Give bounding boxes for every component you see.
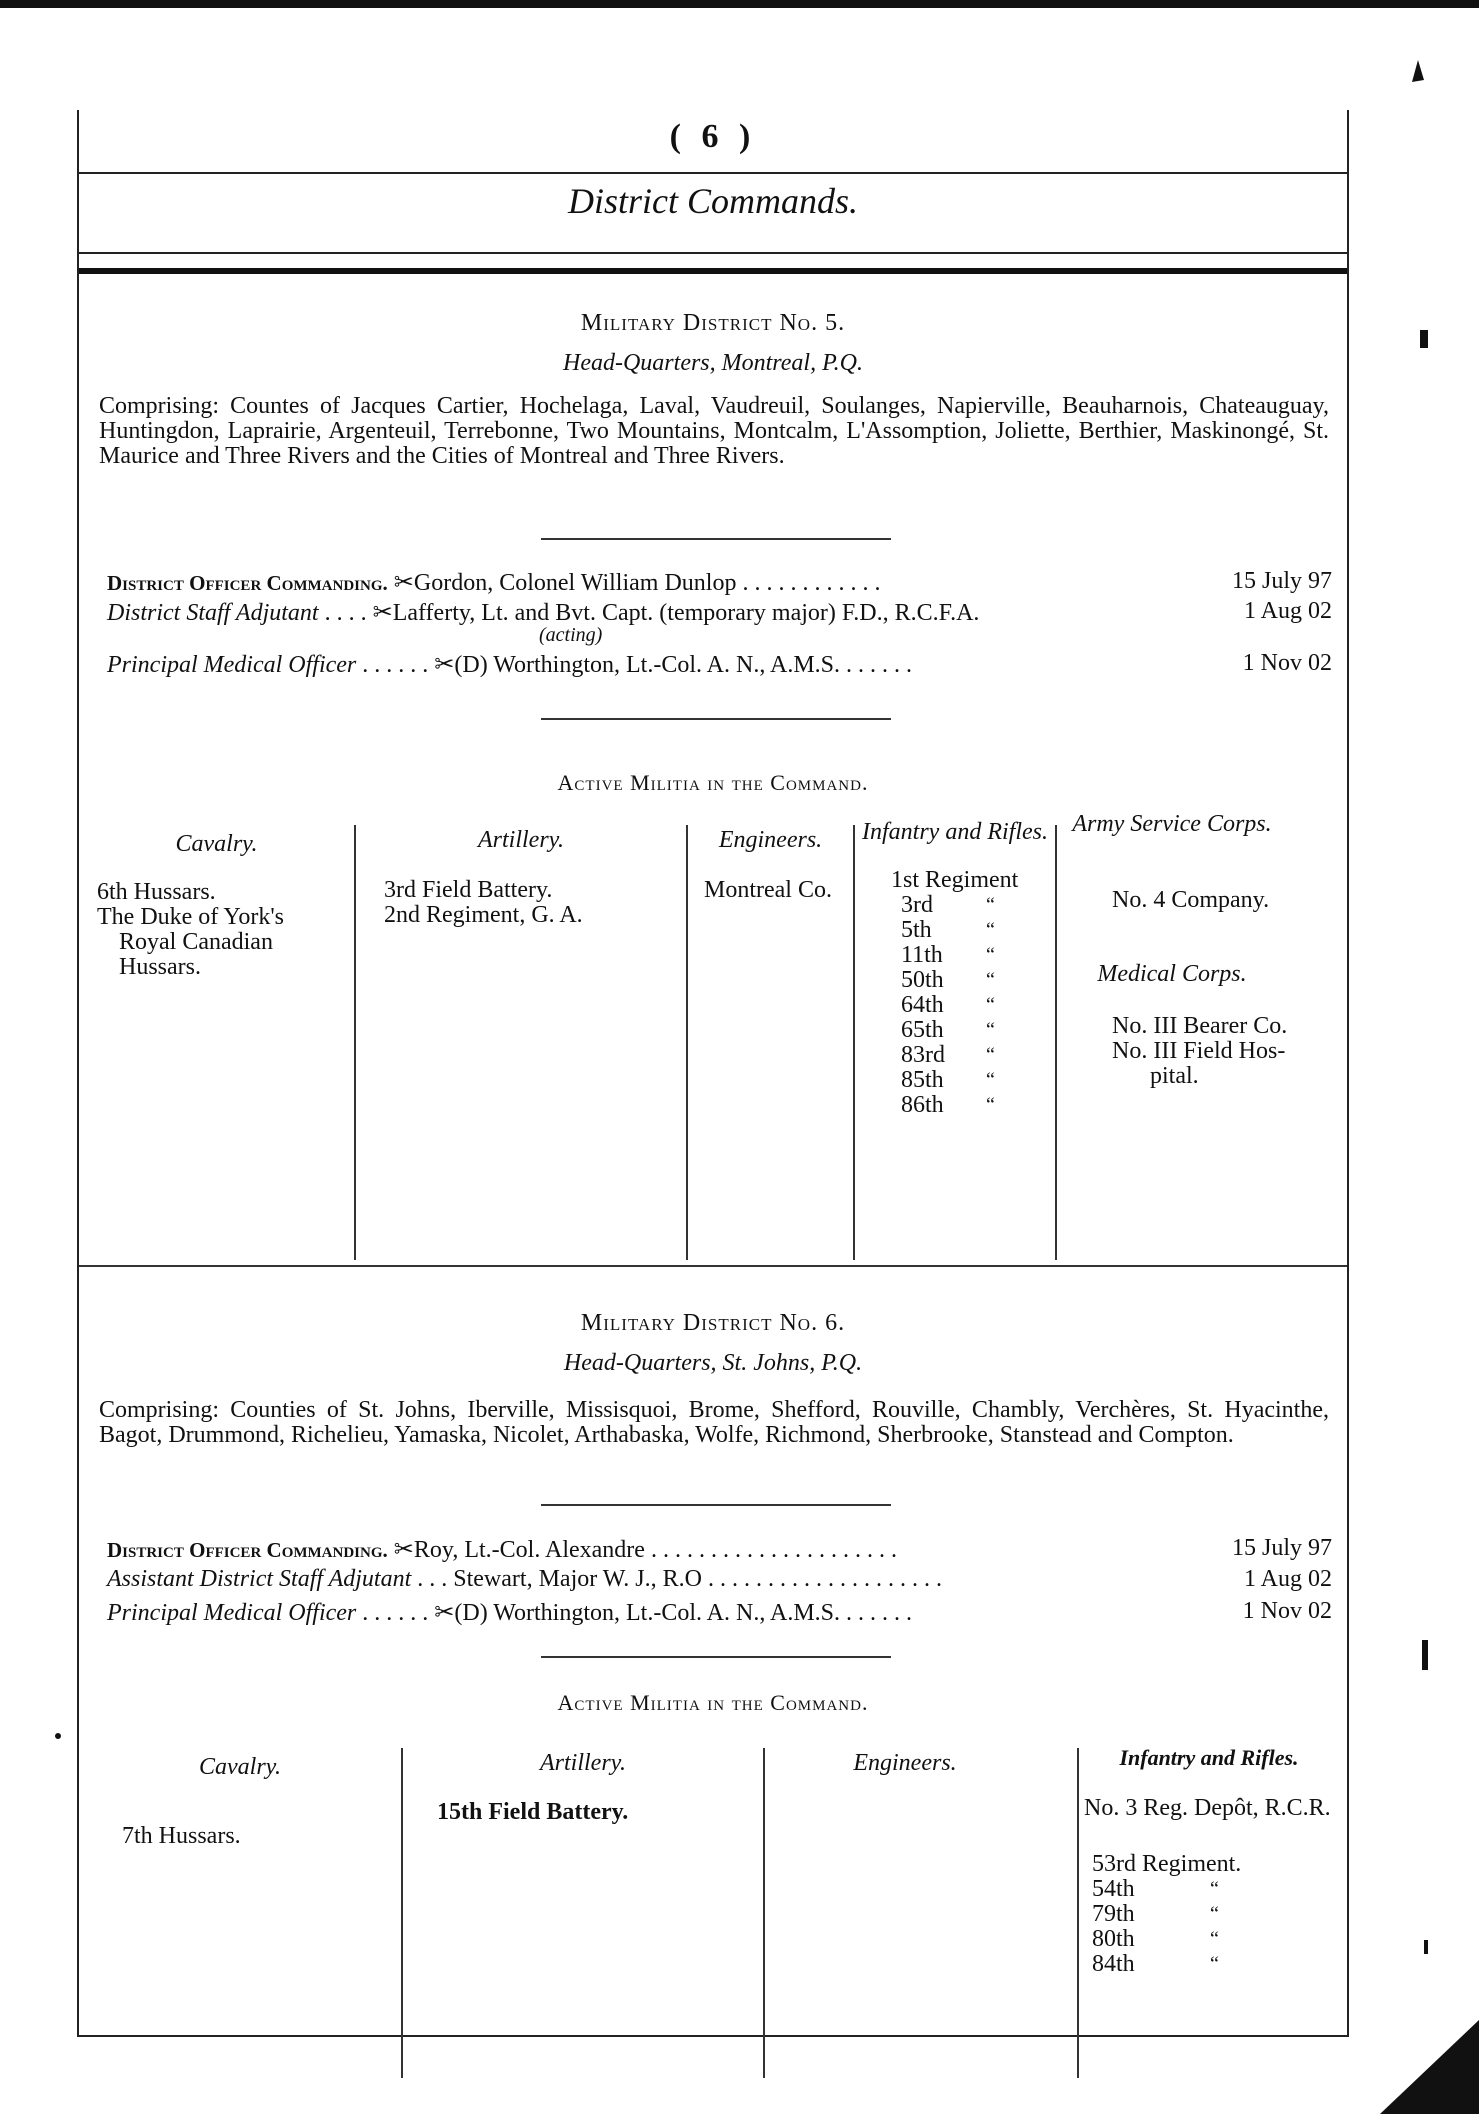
list-item	[1092, 1927, 1312, 1952]
asc-list	[1112, 888, 1269, 913]
scissors-mark: ✂	[434, 1600, 455, 1626]
cavalry-header: Cavalry.	[199, 1754, 281, 1780]
district-6-headquarters: Head-Quarters, St. Johns, P.Q.	[563, 1350, 863, 1376]
officer-name: Roy, Lt.-Col. Alexandre	[413, 1537, 645, 1563]
column-divider	[763, 1748, 765, 2078]
cavalry-header: Cavalry.	[175, 831, 258, 857]
list-item: 3rd Field Battery.	[384, 877, 553, 903]
officer-date: 1 Aug 02	[1243, 1566, 1332, 1592]
officer-date: 15 July 97	[1231, 1535, 1332, 1561]
edge-speck	[1424, 1940, 1428, 1954]
district-5-staff-adjutant	[107, 598, 1332, 627]
column-divider	[1055, 825, 1057, 1260]
officer-date: 1 Nov 02	[1242, 1598, 1332, 1624]
infantry-header: Infantry and Rifles.	[862, 819, 1048, 845]
artillery-list	[437, 1800, 628, 1825]
artillery-list	[384, 878, 583, 928]
medical-header: Medical Corps.	[1097, 961, 1247, 987]
ditto-mark: “	[986, 969, 995, 991]
list-item: 1st Regiment	[891, 867, 1019, 893]
district-6-officer-commanding	[107, 1535, 1332, 1564]
cavalry-list	[122, 1824, 241, 1849]
dot-leader: . . . .	[318, 600, 373, 626]
infantry-list	[891, 868, 1051, 893]
infantry-list	[1092, 1852, 1312, 1977]
column-divider	[401, 1748, 403, 2078]
engineers-header: Engineers.	[853, 1750, 957, 1776]
dot-leader: . . . . . .	[356, 652, 435, 678]
list-item: No. 4 Company.	[1112, 887, 1270, 913]
column-divider	[853, 825, 855, 1260]
officer-name: Stewart, Major W. J., R.O	[453, 1566, 702, 1592]
ditto-mark: “	[986, 1094, 995, 1116]
edge-speck	[55, 1733, 61, 1739]
district-6-militia-heading: Active Militia in the Command.	[557, 1690, 869, 1715]
unit-number: 54th	[1092, 1876, 1135, 1902]
dot-leader: . . . . . .	[356, 1600, 435, 1626]
unit-number: 84th	[1092, 1951, 1135, 1977]
divider	[541, 1656, 891, 1658]
column-divider	[1077, 1748, 1079, 2078]
engineers-list	[704, 878, 832, 903]
list-item: 2nd Regiment, G. A.	[384, 902, 583, 928]
unit-number: 50th	[901, 967, 944, 993]
divider	[541, 718, 891, 720]
district-5-militia-heading: Active Militia in the Command.	[557, 770, 869, 795]
list-item	[1092, 1902, 1312, 1927]
officer-date: 15 July 97	[1231, 568, 1332, 594]
thick-header-rule	[79, 268, 1347, 274]
artillery-header: Artillery.	[540, 1750, 626, 1776]
unit-number: 64th	[901, 992, 944, 1018]
officer-role: Assistant District Staff Adjutant	[107, 1566, 412, 1592]
top-edge-rule	[0, 0, 1479, 8]
district-5-headquarters: Head-Quarters, Montreal, P.Q.	[563, 350, 863, 376]
unit-number: 5th	[901, 917, 932, 943]
list-item	[901, 1043, 1051, 1068]
officer-role: Principal Medical Officer	[107, 652, 357, 678]
district-separator	[79, 1265, 1347, 1267]
list-item: No. III Bearer Co.	[1112, 1013, 1288, 1039]
dot-leader: . . . . . . . . . . . . . . . . . . . . .	[644, 1537, 897, 1563]
ditto-mark: “	[986, 1019, 995, 1041]
district-6-heading: Military District No. 6.	[580, 1310, 846, 1336]
district-5-heading: Military District No. 5.	[580, 310, 846, 336]
officer-name: (D) Worthington, Lt.-Col. A. N., A.M.S.	[454, 1600, 841, 1626]
list-item	[901, 918, 1051, 943]
ditto-mark: “	[986, 944, 995, 966]
unit-number: 86th	[901, 1092, 944, 1118]
acting-note: (acting)	[539, 624, 603, 646]
unit-number: 83rd	[901, 1042, 945, 1068]
unit-number: 79th	[1092, 1901, 1135, 1927]
ditto-mark: “	[986, 1069, 995, 1091]
officer-role: Principal Medical Officer	[107, 1600, 357, 1626]
officer-name: Gordon, Colonel William Dunlop	[413, 570, 737, 596]
officer-role: District Staff Adjutant	[107, 600, 319, 626]
district-6-comprising: Comprising: Counties of St. Johns, Iberville, Missisquoi, Brome, Shefford, Rouville, Chambly, Verchères, St. Hyacinthe, Bagot, Drummond, Richelieu, Yamaska, Nicolet, Arthabaska, Wolfe, Richmond, Sherbrooke, Stanstead and Compton.	[99, 1397, 1329, 1448]
list-item	[1092, 1952, 1312, 1977]
page-frame	[77, 110, 1349, 2037]
column-divider	[686, 825, 688, 1260]
list-item	[901, 1018, 1051, 1043]
list-item: 53rd Regiment.	[1092, 1851, 1242, 1877]
engineers-header: Engineers.	[718, 827, 823, 853]
district-5-officer-commanding	[107, 568, 1332, 597]
unit-number: 85th	[901, 1067, 944, 1093]
officer-name: Lafferty, Lt. and Bvt. Capt. (temporary major) F.D., R.C.F.A.	[392, 600, 980, 626]
unit-number: 3rd	[901, 892, 933, 918]
page-title: District Commands.	[567, 181, 859, 221]
list-item: 6th Hussars.	[97, 879, 216, 905]
header-rule	[79, 252, 1347, 254]
divider	[541, 1504, 891, 1506]
unit-number: 65th	[901, 1017, 944, 1043]
ditto-mark: “	[1210, 1903, 1219, 1925]
list-item: 7th Hussars.	[122, 1823, 241, 1849]
list-item: Hussars.	[119, 954, 201, 980]
dot-leader: . . . . . .	[840, 1600, 913, 1626]
header-rule	[79, 172, 1347, 174]
divider	[541, 538, 891, 540]
scissors-mark: ✂	[434, 652, 455, 678]
officer-role: District Officer Commanding.	[107, 1538, 388, 1562]
dot-leader: . . . . . . . . . . . . . . . . . . . .	[701, 1566, 942, 1592]
list-item	[901, 943, 1051, 968]
officer-date: 1 Nov 02	[1242, 650, 1332, 676]
list-item: The Duke of York's	[97, 904, 284, 930]
ditto-mark: “	[986, 894, 995, 916]
officer-role: District Officer Commanding.	[107, 571, 388, 595]
medical-list	[1112, 1014, 1287, 1089]
district-6-medical-officer	[107, 1598, 1332, 1627]
officer-date: 1 Aug 02	[1243, 598, 1332, 624]
infantry-depot	[1084, 1796, 1334, 1821]
dot-leader: . . . . . . . . . . . .	[736, 570, 881, 596]
list-item	[901, 993, 1051, 1018]
scissors-mark: ✂	[393, 1537, 414, 1563]
unit-number: 80th	[1092, 1926, 1135, 1952]
list-item	[901, 968, 1051, 993]
district-5-comprising: Comprising: Countes of Jacques Cartier, Hochelaga, Laval, Vaudreuil, Soulanges, Napierville, Beauharnois, Chateauguay, Huntingdon, Laprairie, Argenteuil, Terrebonne, Two Mountains, Montcalm, L'Assomption, Joliette, Berthier, Maskinongé, St. Maurice and Three Rivers and the Cities of Montreal and Three Rivers.	[99, 393, 1329, 469]
ditto-mark: “	[1210, 1878, 1219, 1900]
district-5-medical-officer	[107, 650, 1332, 679]
infantry-header: Infantry and Rifles.	[1119, 1745, 1299, 1770]
officer-name: (D) Worthington, Lt.-Col. A. N., A.M.S.	[454, 652, 841, 678]
infantry-units	[901, 893, 1051, 1118]
cavalry-list	[97, 880, 284, 980]
scissors-mark: ✂	[393, 570, 414, 596]
artillery-header: Artillery.	[478, 827, 564, 853]
dot-leader: . . . . . .	[840, 652, 913, 678]
dot-leader: . . .	[411, 1566, 454, 1592]
binding-shadow	[1380, 2020, 1479, 2114]
list-item	[901, 893, 1051, 918]
list-item: pital.	[1150, 1063, 1199, 1089]
list-item: No. III Field Hos-	[1112, 1038, 1286, 1064]
ditto-mark: “	[986, 1044, 995, 1066]
ditto-mark: “	[1210, 1953, 1219, 1975]
edge-speck	[1420, 330, 1428, 348]
unit-number: 11th	[901, 942, 943, 968]
list-item	[901, 1093, 1051, 1118]
asc-header: Army Service Corps.	[1072, 811, 1272, 837]
page-number: ( 6 )	[669, 118, 757, 155]
column-divider	[354, 825, 356, 1260]
ditto-mark: “	[1210, 1928, 1219, 1950]
district-6-staff-adjutant	[107, 1566, 1332, 1593]
scissors-mark: ✂	[372, 600, 393, 626]
edge-speck	[1412, 60, 1424, 82]
list-item	[1092, 1877, 1312, 1902]
list-item	[901, 1068, 1051, 1093]
ditto-mark: “	[986, 994, 995, 1016]
list-item: No. 3 Reg. Depôt, R.C.R.	[1084, 1795, 1331, 1821]
edge-speck	[1422, 1640, 1428, 1670]
list-item: Montreal Co.	[704, 877, 832, 903]
list-item: Royal Canadian	[119, 929, 273, 955]
ditto-mark: “	[986, 919, 995, 941]
list-item: 15th Field Battery.	[437, 1799, 629, 1825]
